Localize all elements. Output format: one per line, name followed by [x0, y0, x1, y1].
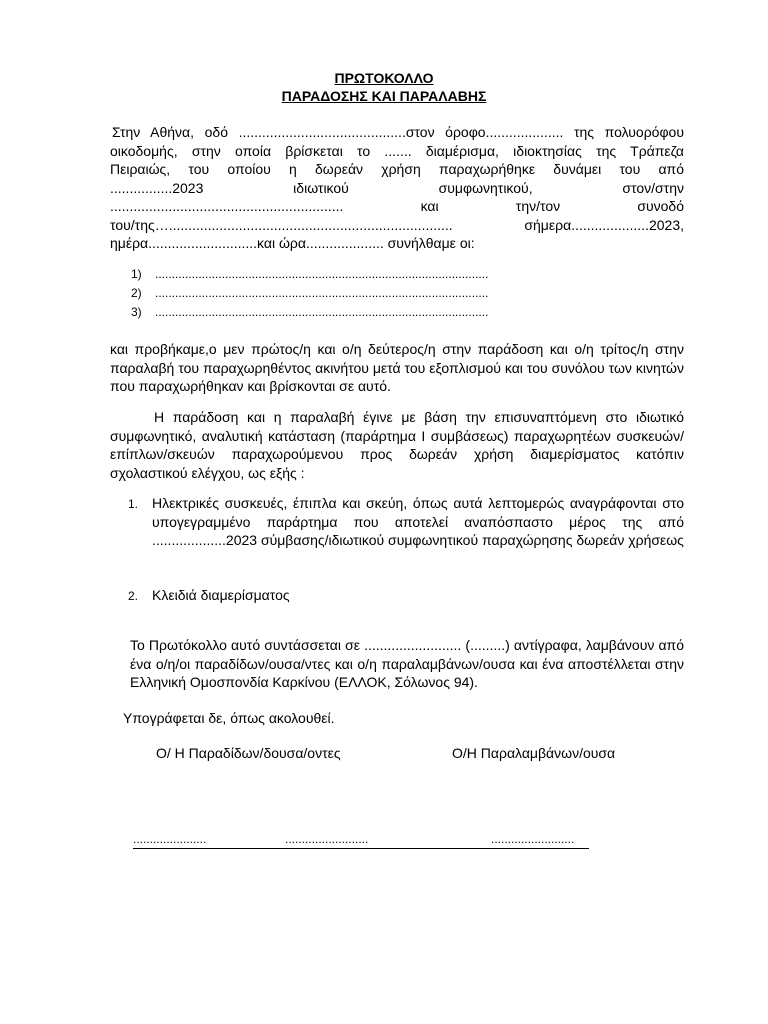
- handover-paragraph: [110, 340, 684, 396]
- basis-paragraph: [110, 408, 684, 482]
- intro-line: του/της…......................................................................... σήμερα....................2023,: [110, 216, 684, 233]
- document-subtitle: ΠΑΡΑΔΟΣΗΣ ΚΑΙ ΠΑΡΑΛΑΒΗΣ: [281, 88, 487, 104]
- intro-line: ............................................................ και την/τον συνοδό: [110, 198, 684, 214]
- protocol-paragraph: [110, 636, 684, 692]
- list-item: [128, 494, 684, 550]
- signature-blank: ......................: [133, 832, 207, 846]
- intro-paragraph: [110, 123, 684, 253]
- item-number: 2.: [128, 589, 139, 603]
- list-item: [131, 265, 551, 284]
- participant-blank: ....................................................................................................: [155, 305, 489, 319]
- intro-line: Στην Αθήνα, οδό ...........................................στον όροφο.................... της πολυορόφου: [112, 124, 684, 140]
- signature-blank: .........................: [491, 832, 575, 846]
- list-item: [131, 284, 551, 303]
- participant-blank: ....................................................................................................: [155, 286, 489, 300]
- participants-list: [131, 265, 551, 322]
- list-item: [128, 586, 684, 606]
- list-item: [131, 303, 551, 322]
- intro-line: Πειραιώς, του οποίου η δωρεάν χρήση παραχωρήθηκε δυνάμει του από: [110, 161, 684, 177]
- item-text: Ηλεκτρικές συσκευές, έπιπλα και σκεύη, όπως αυτά λεπτομερώς αναγράφονται στο υπογεγραμμένο παράρτημα που αποτελεί αναπόσπαστο μέρος της από ...................2023 σύμβασης/ιδιωτικού συμφωνητικού παραχώρησης δωρεάν χρήσεως: [152, 495, 684, 548]
- signature-underline: [133, 848, 589, 849]
- list-number: 1): [131, 267, 142, 281]
- list-number: 2): [131, 286, 142, 300]
- intro-line: οικοδομής, στην οποία βρίσκεται το ....... διαμέρισμα, ιδιοκτησίας της Τράπεζα: [110, 142, 684, 159]
- paragraph-text: Το Πρωτόκολλο αυτό συντάσσεται σε ......................... (.........) αντίγραφα, λαμβάνουν από ένα ο/η/οι παραδίδων/ουσα/ντες και ο/η παραλαμβάνων/ουσα και ένα αποστέλλεται στην Ελληνική Ομοσπονδία Καρκίνου (ΕΛΛΟΚ, Σόλωνος 94).: [130, 637, 684, 690]
- intro-line: ................2023 ιδιωτικού συμφωνητικού, στον/στην: [110, 179, 684, 196]
- list-number: 3): [131, 305, 142, 319]
- item-number: 1.: [128, 497, 139, 511]
- signature-blank: .........................: [285, 832, 369, 846]
- item-text: Κλειδιά διαμερίσματος: [152, 587, 290, 603]
- signature-intro: Υπογράφεται δε, όπως ακολουθεί.: [123, 710, 335, 726]
- document-title: ΠΡΩΤΟΚΟΛΛΟ: [334, 70, 434, 86]
- signatory-right-heading: Ο/Η Παραλαμβάνων/ουσα: [452, 745, 616, 761]
- paragraph-text: και προβήκαμε,ο μεν πρώτος/η και ο/η δεύτερος/η στην παράδοση και ο/η τρίτος/η στην παραλαβή του παραχωρηθέντος ακινήτου μετά του εξοπλισμού και του συνόλου των κινητών που παραχωρήθηκαν και βρίσκονται σε αυτό.: [110, 341, 684, 394]
- signatory-left-heading: Ο/ Η Παραδίδων/δουσα/οντες: [156, 745, 341, 761]
- paragraph-text: Η παράδοση και η παραλαβή έγινε με βάση την επισυναπτόμενη στο ιδιωτικό συμφωνητικό, αναλυτική κατάσταση (παράρτημα Ι συμβάσεως) παραχωρητέων συσκευών/επίπλων/σκευών παραχωρούμενου προς δωρεάν χρήση διαμερίσματος κατόπιν σχολαστικού ελέγχου, ως εξής :: [110, 409, 684, 481]
- participant-blank: ....................................................................................................: [155, 267, 489, 281]
- intro-line: ημέρα............................και ώρα.................... συνήλθαμε οι:: [110, 235, 475, 251]
